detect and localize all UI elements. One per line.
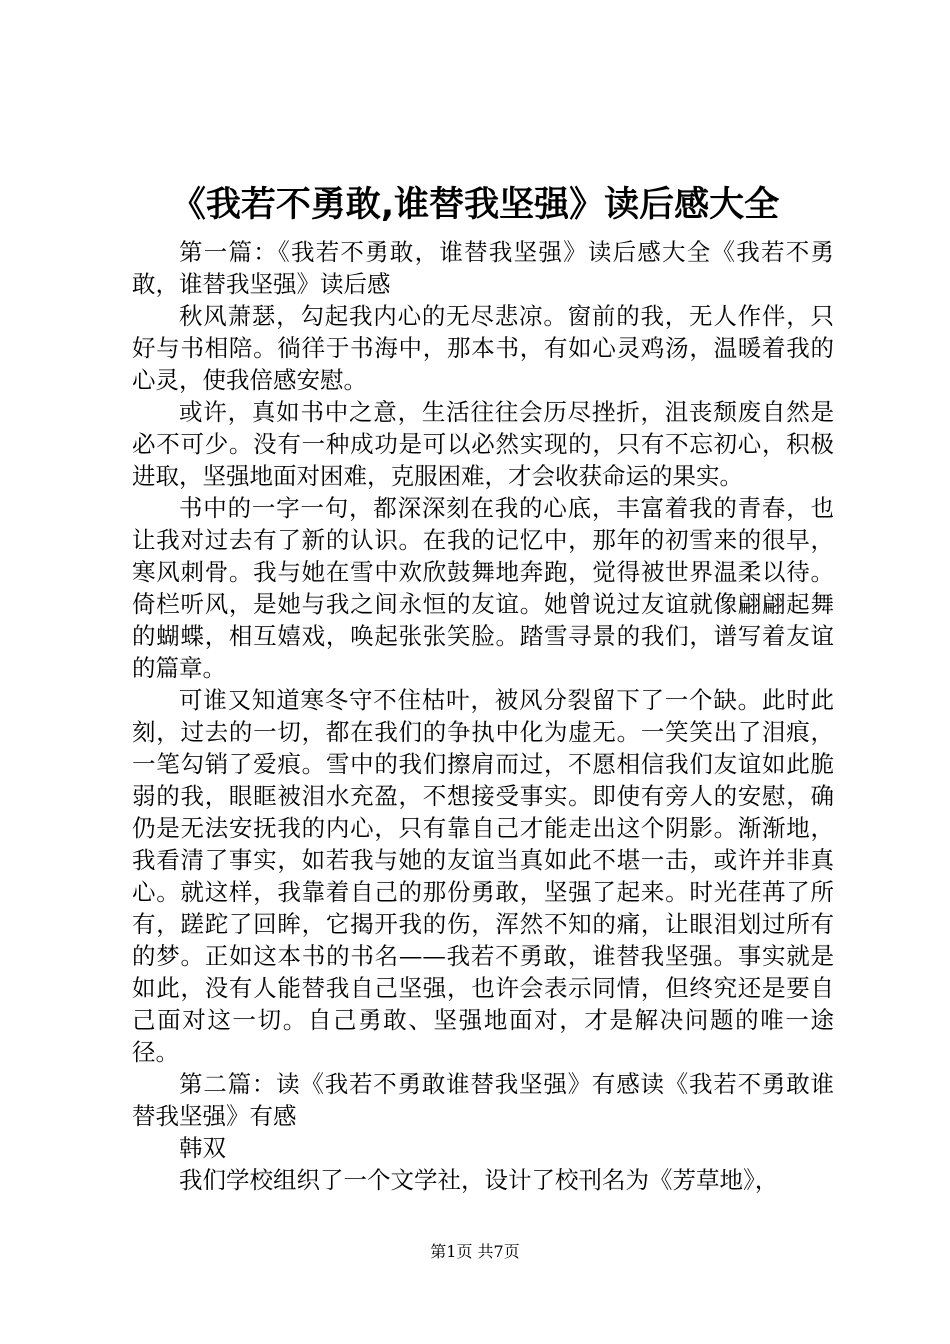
document-body [132,236,834,1196]
paragraph: 书中的一字一句，都深深刻在我的心底，丰富着我的青春，也让我对过去有了新的认识。在我的记忆中，那年的初雪来的很早，寒风刺骨。我与她在雪中欢欣鼓舞地奔跑，觉得被世界温柔以待。倚栏听风，是她与我之间永恒的友谊。她曾说过友谊就像翩翩起舞的蝴蝶，相互嬉戏，唤起张张笑脸。踏雪寻景的我们，谱写着友谊的篇章。 [132,494,834,682]
paragraph-section-one-heading: 第一篇：《我若不勇敢，谁替我坚强》读后感大全《我若不勇敢，谁替我坚强》读后感 [132,238,834,298]
document-title: 《我若不勇敢,谁替我坚强》读后感大全 [170,185,780,225]
paragraph: 可谁又知道寒冬守不住枯叶，被风分裂留下了一个缺。此时此刻，过去的一切，都在我们的争执中化为虚无。一笑笑出了泪痕，一笔勾销了爱痕。雪中的我们擦肩而过，不愿相信我们友谊如此脆弱的我，眼眶被泪水充盈，不想接受事实。即使有旁人的安慰，确仍是无法安抚我的内心，只有靠自己才能走出这个阴影。渐渐地，我看清了事实，如若我与她的友谊当真如此不堪一击，或许并非真心。就这样，我靠着自己的那份勇敢，坚强了起来。时光荏苒了所有，蹉跎了回眸，它揭开我的伤，浑然不知的痛，让眼泪划过所有的梦。正如这本书的书名——我若不勇敢，谁替我坚强。事实就是如此，没有人能替我自己坚强，也许会表示同情，但终究还是要自己面对这一切。自己勇敢、坚强地面对，才是解决问题的唯一途径。 [132,686,834,1066]
paragraph: 我们学校组织了一个文学社，设计了校刊名为《芳草地》， [179,1166,779,1194]
page-number-footer: 第1页 共7页 [430,1242,520,1261]
paragraph: 秋风萧瑟，勾起我内心的无尽悲凉。窗前的我，无人作伴，只好与书相陪。徜徉于书海中，那本书，有如心灵鸡汤，温暖着我的心灵，使我倍感安慰。 [132,302,834,394]
paragraph-section-two-heading: 第二篇：读《我若不勇敢谁替我坚强》有感读《我若不勇敢谁替我坚强》有感 [132,1070,834,1130]
author-name: 韩双 [179,1134,226,1162]
paragraph: 或许，真如书中之意，生活往往会历尽挫折，沮丧颓废自然是必不可少。没有一种成功是可以必然实现的，只有不忘初心，积极进取，坚强地面对困难，克服困难，才会收获命运的果实。 [132,398,834,490]
